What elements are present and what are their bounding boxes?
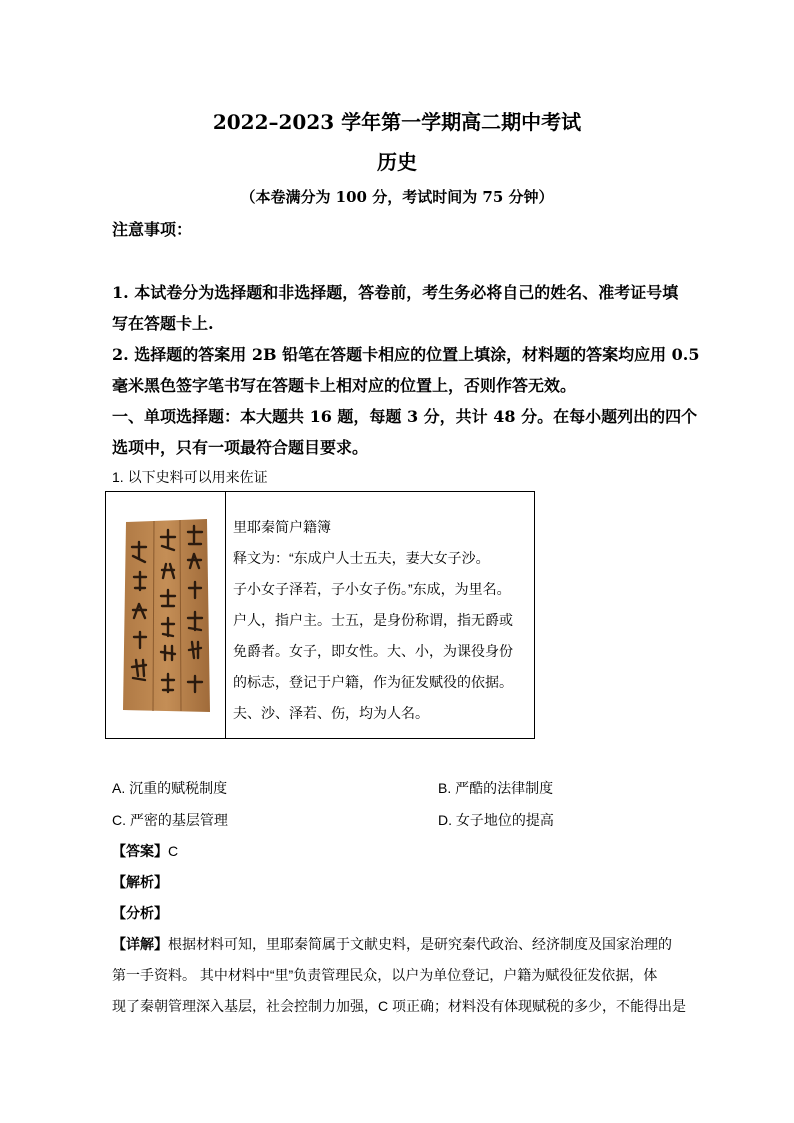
material-text: [233, 512, 533, 729]
note-item-1-line-2: 写在答题卡上.: [112, 314, 214, 333]
material-line: 免爵者。女子，即女性。大、小，为课役身份: [233, 643, 513, 659]
analysis-tag: 【解析】: [112, 874, 168, 890]
table-divider: [225, 492, 226, 738]
bamboo-slip-image: [106, 492, 225, 738]
material-line: 夫、沙、泽若、伤，均为人名。: [233, 705, 429, 721]
exam-title: 2022–2023 学年第一学期高二期中考试: [212, 110, 582, 134]
subject-title: 历史: [377, 150, 417, 174]
detail-line-2: 第一手资料。 其中材料中“里”负责管理民众，以户为单位登记，户籍为赋役征发依据，体: [112, 967, 658, 983]
note-item-2-line-1: 2. 选择题的答案用 2B 铅笔在答题卡相应的位置上填涂，材料题的答案均应用 0.5: [112, 345, 700, 364]
detail-line-3: 现了秦朝管理深入基层，社会控制力加强，C 项正确；材料没有体现赋税的多少，不能得出是: [112, 998, 686, 1014]
note-item-1-line-1: 1. 本试卷分为选择题和非选择题，答卷前，考生务必将自己的姓名、准考证号填: [112, 283, 679, 302]
score-info: （本卷满分为 100 分，考试时间为 75 分钟）: [240, 188, 554, 206]
answer-tag: 【答案】: [112, 843, 168, 859]
option-b: B. 严酷的法律制度: [438, 780, 554, 796]
section-heading-line-2: 选项中，只有一项最符合题目要求。: [112, 438, 369, 457]
detail-tag: 【详解】: [112, 936, 168, 952]
option-c: C. 严密的基层管理: [112, 812, 228, 828]
section-heading-line-1: 一、单项选择题：本大题共 16 题，每题 3 分，共计 48 分。在每小题列出的四个: [112, 407, 698, 426]
material-line: 释文为：“东成户人士五夫，妻大女子沙。: [233, 550, 490, 566]
detail-text-1: 根据材料可知，里耶秦简属于文献史料，是研究秦代政治、经济制度及国家治理的: [168, 936, 672, 952]
detail-line-1: [112, 934, 672, 954]
notes-heading: 注意事项：: [112, 220, 193, 239]
material-line: 的标志，登记于户籍，作为征发赋役的依据。: [233, 674, 513, 690]
answer-value: C: [168, 843, 179, 859]
material-title: 里耶秦简户籍簿: [233, 519, 331, 535]
material-line: 户人，指户主。士五，是身份称谓，指无爵或: [233, 612, 513, 628]
question-stem: 1. 以下史料可以用来佐证: [112, 469, 268, 485]
option-d: D. 女子地位的提高: [438, 812, 554, 828]
answer-line: [112, 841, 178, 861]
material-table: [105, 491, 535, 739]
fenxi-tag: 【分析】: [112, 905, 168, 921]
note-item-2-line-2: 毫米黑色签字笔书写在答题卡上相对应的位置上，否则作答无效。: [112, 376, 577, 395]
option-a: A. 沉重的赋税制度: [112, 780, 228, 796]
material-line: 子小女子泽若，子小女子伤。”东成，为里名。: [233, 581, 511, 597]
